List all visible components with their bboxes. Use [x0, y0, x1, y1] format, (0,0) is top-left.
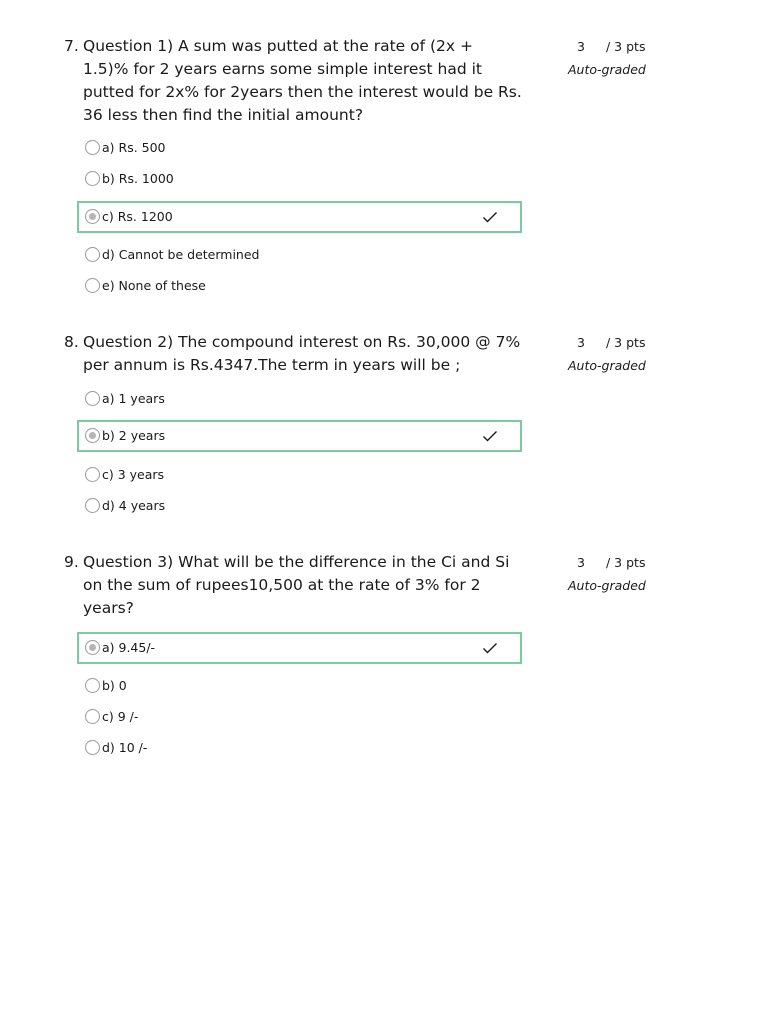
option-label: a) 9.45/-	[102, 640, 156, 655]
answer-option[interactable]	[77, 701, 522, 733]
answer-option[interactable]	[77, 732, 522, 764]
grading-method: Auto-graded	[568, 358, 646, 373]
radio-icon[interactable]	[85, 140, 100, 155]
option-label: c) 9 /-	[102, 709, 139, 724]
radio-icon[interactable]	[85, 467, 100, 482]
radio-icon[interactable]	[85, 428, 100, 443]
question-number: 8.	[64, 333, 79, 351]
answer-option[interactable]	[77, 670, 522, 702]
answer-option-correct[interactable]	[77, 420, 522, 452]
option-label: a) 1 years	[102, 391, 165, 406]
radio-icon[interactable]	[85, 709, 100, 724]
option-label: b) 2 years	[102, 428, 166, 443]
check-icon	[482, 210, 498, 224]
radio-icon[interactable]	[85, 740, 100, 755]
check-icon	[482, 641, 498, 655]
answer-option[interactable]	[77, 383, 522, 415]
check-icon	[482, 429, 498, 443]
radio-icon[interactable]	[85, 278, 100, 293]
question-text: Question 1) A sum was putted at the rate of (2x + 1.5)% for 2 years earns some simple interest had it putted for 2x% for 2years then the interest would be Rs. 36 less then find the initial amount?	[83, 37, 522, 124]
option-label: e) None of these	[102, 278, 206, 293]
radio-icon[interactable]	[85, 498, 100, 513]
points-earned: 3	[577, 335, 585, 350]
question-number: 9.	[64, 553, 79, 571]
answer-option-correct[interactable]	[77, 201, 522, 233]
option-label: c) Rs. 1200	[102, 209, 173, 224]
grading-method: Auto-graded	[568, 578, 646, 593]
radio-icon[interactable]	[85, 678, 100, 693]
answer-option[interactable]	[77, 163, 522, 195]
option-label: b) 0	[102, 678, 127, 693]
grading-method: Auto-graded	[568, 62, 646, 77]
option-label: d) 4 years	[102, 498, 166, 513]
radio-icon[interactable]	[85, 640, 100, 655]
points-earned: 3	[577, 555, 585, 570]
answer-option[interactable]	[77, 459, 522, 491]
question-number: 7.	[64, 37, 79, 55]
option-label: d) Cannot be determined	[102, 247, 260, 262]
option-label: c) 3 years	[102, 467, 165, 482]
points-total: / 3 pts	[606, 39, 646, 54]
radio-icon[interactable]	[85, 209, 100, 224]
radio-dot	[89, 432, 96, 439]
points-earned: 3	[577, 39, 585, 54]
answer-option[interactable]	[77, 239, 522, 271]
answer-option-correct[interactable]	[77, 632, 522, 664]
points-total: / 3 pts	[606, 555, 646, 570]
radio-dot	[89, 644, 96, 651]
question-text: Question 3) What will be the difference in the Ci and Si on the sum of rupees10,500 at the rate of 3% for 2 years?	[83, 553, 510, 617]
radio-icon[interactable]	[85, 391, 100, 406]
question-text: Question 2) The compound interest on Rs. 30,000 @ 7% per annum is Rs.4347.The term in years will be ;	[83, 333, 521, 374]
option-label: d) 10 /-	[102, 740, 148, 755]
answer-option[interactable]	[77, 490, 522, 522]
option-label: a) Rs. 500	[102, 140, 166, 155]
points-total: / 3 pts	[606, 335, 646, 350]
answer-option[interactable]	[77, 132, 522, 164]
radio-icon[interactable]	[85, 247, 100, 262]
answer-option[interactable]	[77, 270, 522, 302]
option-label: b) Rs. 1000	[102, 171, 174, 186]
radio-icon[interactable]	[85, 171, 100, 186]
radio-dot	[89, 213, 96, 220]
